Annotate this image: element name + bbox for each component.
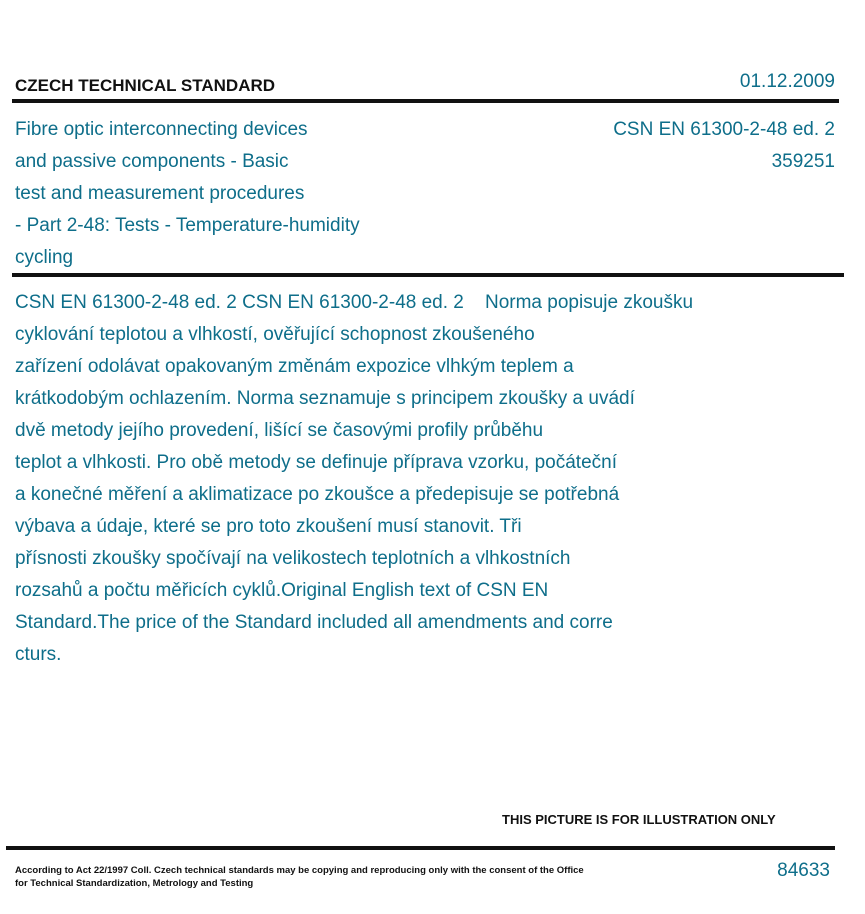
title-line: - Part 2-48: Tests - Temperature-humidity bbox=[15, 215, 360, 236]
standard-description bbox=[15, 287, 815, 671]
publication-date: 01.12.2009 bbox=[739, 71, 835, 92]
illustration-disclaimer: THIS PICTURE IS FOR ILLUSTRATION ONLY bbox=[502, 812, 776, 827]
top-divider bbox=[12, 99, 839, 103]
description-line: a konečné měření a aklimatizace po zkoušce a předepisuje se potřebná bbox=[15, 484, 620, 505]
description-line: výbava a údaje, které se pro toto zkoušení musí stanovit. Tři bbox=[15, 516, 522, 537]
legal-line: for Technical Standardization, Metrology and Testing bbox=[15, 878, 254, 889]
description-line: dvě metody jejího provedení, lišící se časovými profily průběhu bbox=[15, 420, 544, 441]
description-line: cyklování teplotou a vlhkostí, ověřující schopnost zkoušeného bbox=[15, 324, 535, 345]
description-line: rozsahů a počtu měřicích cyklů.Original English text of CSN EN bbox=[15, 580, 549, 601]
description-line: krátkodobým ochlazením. Norma seznamuje s principem zkoušky a uvádí bbox=[15, 388, 635, 409]
document-id-number: 84633 bbox=[777, 860, 830, 881]
description-line: přísnosti zkoušky spočívají na velikostech teplotních a vlhkostních bbox=[15, 548, 571, 569]
legal-line: According to Act 22/1997 Coll. Czech technical standards may be copying and reproducing only with the consent of the Office bbox=[15, 865, 584, 876]
title-line: and passive components - Basic bbox=[15, 151, 289, 172]
middle-divider bbox=[12, 273, 844, 277]
title-line: Fibre optic interconnecting devices bbox=[15, 119, 308, 140]
description-line: teplot a vlhkosti. Pro obě metody se definuje příprava vzorku, počáteční bbox=[15, 452, 617, 473]
document-title bbox=[15, 114, 455, 274]
catalog-number: 359251 bbox=[771, 151, 835, 172]
footer-divider bbox=[6, 846, 835, 850]
description-line: Standard.The price of the Standard included all amendments and corre bbox=[15, 612, 613, 633]
description-line: zařízení odolávat opakovaným změnám expozice vlhkým teplem a bbox=[15, 356, 574, 377]
standard-identifiers bbox=[613, 114, 835, 178]
description-line: cturs. bbox=[15, 644, 62, 665]
description-line: CSN EN 61300-2-48 ed. 2 CSN EN 61300-2-48 ed. 2 Norma popisuje zkoušku bbox=[15, 292, 694, 313]
standard-type-heading: CZECH TECHNICAL STANDARD bbox=[15, 76, 276, 95]
legal-notice bbox=[15, 864, 615, 890]
title-line: cycling bbox=[15, 247, 74, 268]
title-line: test and measurement procedures bbox=[15, 183, 305, 204]
standard-code: CSN EN 61300-2-48 ed. 2 bbox=[613, 119, 835, 140]
